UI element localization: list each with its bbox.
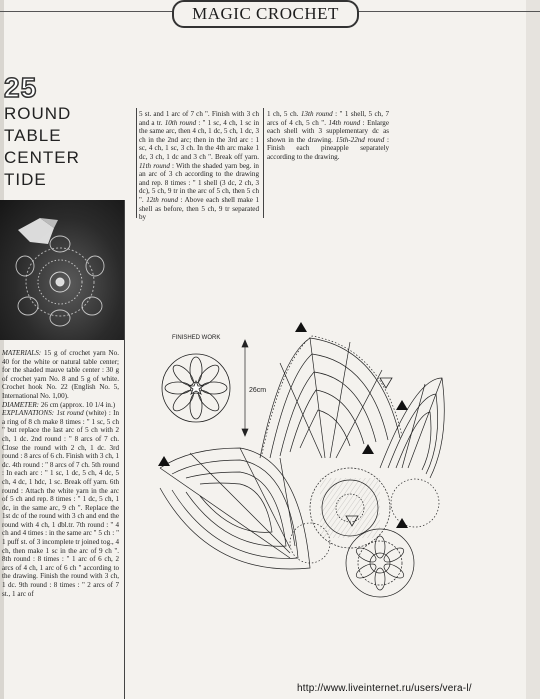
round-label: 10th round — [164, 118, 197, 127]
round-label: 15th-22nd round — [335, 135, 385, 144]
page-edge — [526, 0, 540, 699]
instruction-text: : " 1 sc, 4 ch, 1 sc in the same arc, then 4 ch, 1 dc, 5 ch, 1 dc, 3 ch in the 2nd arc; then in the 3rd arc : 1 sc, 4 ch, 1 sc, 3 ch. In the 4th arc make 1 dc, 3 ch, 1 dc and 3 ch ". Break off yarn. — [139, 118, 259, 161]
dimension-label: 26cm — [249, 387, 267, 394]
materials-text: 15 g of crochet yarn No. 40 for the white or natural table center; for the shaded mauve table center : 30 g of crochet yarn No. 8 and 5 g of white. Crochet hook No. 22 (English No. 5, International No. 1,00). — [2, 349, 119, 400]
magazine-title: MAGIC CROCHET — [172, 0, 359, 28]
instruction-text: : With the shaded yarn beg. in an arc of 3 ch according to the drawing and rep. 8 times : " 1 shell (3 dc, 2 ch, 3 dc), 5 ch, 9 tr in the arc of 5 ch, then 5 ch ". — [139, 161, 259, 204]
column-divider — [124, 200, 125, 699]
round-label: 14th round — [328, 118, 361, 127]
watermark-url: http://www.liveinternet.ru/users/vera-l/ — [297, 683, 472, 694]
round-label: 11th round — [139, 161, 170, 170]
instructions-right-column — [267, 110, 389, 162]
instruction-text: : Finish each pineapple separately according to the drawing. — [267, 135, 389, 161]
doily-photo — [0, 200, 124, 340]
column-divider — [263, 108, 264, 218]
instructions-left-column — [2, 349, 119, 598]
instruction-text: : " 1 shell, 5 ch, 7 arcs of 4 ch, 5 ch ". — [267, 110, 389, 127]
materials-label: MATERIALS: — [2, 349, 42, 357]
pineapple-section — [160, 448, 310, 569]
round-label: 1st round — [56, 409, 84, 418]
instruction-text: 5 st. and 1 arc of 7 ch ". Finish with 3 ch and a tr. — [139, 110, 259, 127]
explanations-text: (white) : In a ring of 8 ch make 8 times : " 1 sc, 5 ch " but replace the last arc of 5 ch with 2 ch, 1 dc. 2nd round : " 8 arcs of 7 ch. Close the round with 2 ch, 1 dc. 3rd round : 8 arcs of 6 ch. Finish with 3 ch, 1 dc. 4th round : " 8 arcs of 7 ch. 5th round : In each arc : " 1 sc, 1 dc, 5 ch, 4 dc, 5 ch, 4 dc, 1 hdc, 1 sc. Break off yarn. 6th round : Attach the white yarn in the arc of 5 ch and rep. 8 times : " 1 dc, 5 ch, 1 dc, in the same arc, 9 ch ". Replace the 1st dc of the round with 3 ch and end the round with 4 ch, 1 dbl.tr. 7th round : " 4 ch and 4 times : in the same arc " 5 ch : " 1 puff st. of 3 incomplete tr joined tog., 4 ch, then make 1 sc in the arc of 9 ch ". 8th round : 8 times : " 1 arc of 6 ch, 2 arcs of 4 ch, 1 arc of 6 ch " according to the drawing. Finish the round with 3 ch, 1 dc. 9th round : 8 times : " 2 arcs of 7 st., 1 arc of — [2, 409, 119, 598]
pineapple-section — [380, 378, 444, 478]
round-label: 13th round — [300, 110, 333, 118]
instructions-middle-column — [139, 110, 259, 222]
instruction-text: : Enlarge each shell with 3 supplementary dc as shown in the drawing. — [267, 118, 389, 144]
finished-work-thumbnail — [162, 354, 230, 422]
instruction-text: 1 ch, 5 ch. — [267, 110, 301, 118]
explanations-label: EXPLANATIONS: — [2, 409, 55, 418]
finished-work-label: FINISHED WORK — [172, 335, 221, 341]
instruction-text: : Above each shell make 1 shell as before, then 5 ch, 9 tr separated by — [139, 195, 259, 222]
flower-motif — [354, 536, 406, 590]
doily-photo-image — [0, 200, 124, 340]
dimension-marker — [242, 340, 248, 436]
diameter-label: DIAMETER: — [2, 400, 40, 409]
crochet-chart-diagram — [150, 318, 450, 618]
round-label: 12th round — [146, 195, 179, 204]
chart-texture — [320, 478, 380, 538]
pattern-title: ROUND TABLE CENTER TIDE — [4, 104, 80, 189]
diameter-text: 26 cm (approx. 10 1/4 in.) — [39, 400, 116, 409]
column-divider — [136, 108, 137, 218]
pineapple-section — [260, 336, 402, 458]
pattern-number: 25 — [4, 72, 38, 103]
